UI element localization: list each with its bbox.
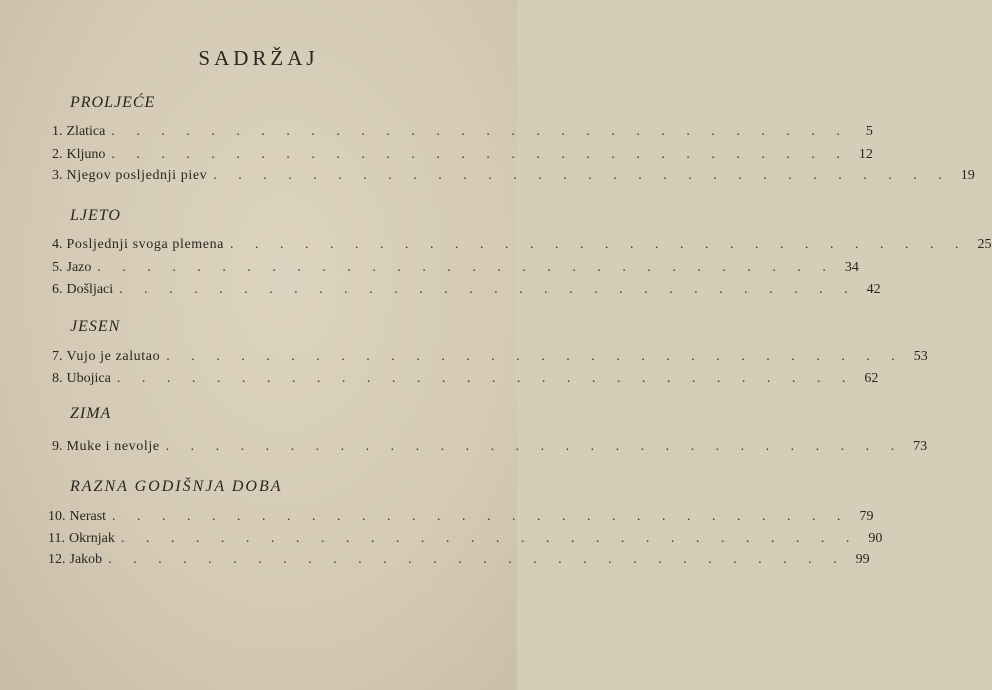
entry-number: 11. bbox=[48, 531, 65, 546]
entry-title: Jazo bbox=[66, 260, 92, 275]
page-title: SADRŽAJ bbox=[198, 46, 319, 70]
leader-dots: . . . . . . . . . . . . . . . . . . . . . . . . . . . . . . bbox=[165, 439, 904, 454]
entry-page: 53 bbox=[913, 349, 928, 364]
entry-title: Nerast bbox=[69, 509, 107, 524]
entry-page: 19 bbox=[960, 168, 975, 183]
entry-page: 25 bbox=[977, 237, 992, 252]
entry-number: 1. bbox=[52, 124, 63, 139]
toc-entry bbox=[52, 260, 859, 280]
entry-page: 12 bbox=[858, 147, 873, 162]
toc-entry bbox=[52, 124, 873, 144]
entry-page: 99 bbox=[855, 552, 870, 567]
leader-dots: . . . . . . . . . . . . . . . . . . . . . . . . . . . . . . bbox=[213, 168, 951, 183]
leader-dots: . . . . . . . . . . . . . . . . . . . . . . . . . . . . . . bbox=[111, 124, 849, 139]
entry-page: 62 bbox=[864, 371, 879, 386]
leader-dots: . . . . . . . . . . . . . . . . . . . . . . . . . . . . . . bbox=[230, 237, 968, 252]
leader-dots: . . . . . . . . . . . . . . . . . . . . . . . . . . . . . . bbox=[97, 260, 835, 275]
section-heading-razna-godisnja-doba: RAZNA GODIŠNJA DOBA bbox=[70, 478, 283, 495]
entry-title: Muke i nevolje bbox=[66, 439, 160, 454]
toc-entry bbox=[52, 147, 873, 167]
entry-page: 34 bbox=[844, 260, 859, 275]
entry-number: 2. bbox=[52, 147, 63, 162]
entry-number: 4. bbox=[52, 237, 63, 252]
leader-dots: . . . . . . . . . . . . . . . . . . . . . . . . . . . . . . bbox=[120, 531, 859, 546]
entry-title: Vujo je zalutao bbox=[66, 349, 161, 364]
toc-entry bbox=[52, 371, 879, 391]
entry-number: 3. bbox=[52, 168, 63, 183]
entry-number: 10. bbox=[48, 509, 66, 524]
entry-number: 6. bbox=[52, 282, 63, 297]
entry-title: Jakob bbox=[69, 552, 103, 567]
entry-page: 90 bbox=[868, 531, 883, 546]
toc-entry bbox=[52, 237, 992, 257]
leader-dots: . . . . . . . . . . . . . . . . . . . . . . . . . . . . . . bbox=[108, 552, 846, 567]
toc-entry bbox=[48, 552, 870, 572]
section-heading-jesen: JESEN bbox=[70, 318, 121, 335]
entry-number: 8. bbox=[52, 371, 63, 386]
leader-dots: . . . . . . . . . . . . . . . . . . . . . . . . . . . . . . bbox=[111, 147, 849, 162]
entry-title: Došljaci bbox=[66, 282, 114, 297]
entry-page: 79 bbox=[859, 509, 874, 524]
entry-page: 42 bbox=[866, 282, 881, 297]
entry-title: Zlatica bbox=[66, 124, 106, 139]
entry-page: 73 bbox=[913, 439, 928, 454]
entry-number: 9. bbox=[52, 439, 63, 454]
leader-dots: . . . . . . . . . . . . . . . . . . . . . . . . . . . . . . bbox=[112, 509, 850, 524]
entry-title: Kljuno bbox=[66, 147, 106, 162]
leader-dots: . . . . . . . . . . . . . . . . . . . . . . . . . . . . . . bbox=[166, 349, 904, 364]
section-heading-proljece: PROLJEĆE bbox=[70, 94, 156, 111]
leader-dots: . . . . . . . . . . . . . . . . . . . . . . . . . . . . . . bbox=[116, 371, 855, 386]
toc-entry bbox=[52, 168, 975, 188]
entry-title: Okrnjak bbox=[68, 531, 115, 546]
entry-page: 5 bbox=[865, 124, 873, 139]
toc-entry bbox=[52, 282, 881, 302]
toc-entry bbox=[48, 531, 883, 551]
section-heading-zima: ZIMA bbox=[70, 405, 112, 422]
entry-title: Posljednji svoga plemena bbox=[66, 237, 224, 252]
toc-entry bbox=[52, 349, 928, 369]
toc-entry bbox=[52, 439, 928, 459]
entry-title: Njegov posljednji piev bbox=[66, 168, 208, 183]
entry-number: 12. bbox=[48, 552, 66, 567]
leader-dots: . . . . . . . . . . . . . . . . . . . . . . . . . . . . . . bbox=[119, 282, 857, 297]
entry-number: 7. bbox=[52, 349, 63, 364]
toc-entry bbox=[48, 509, 874, 529]
entry-number: 5. bbox=[52, 260, 63, 275]
entry-title: Ubojica bbox=[66, 371, 111, 386]
section-heading-ljeto: LJETO bbox=[70, 207, 121, 224]
